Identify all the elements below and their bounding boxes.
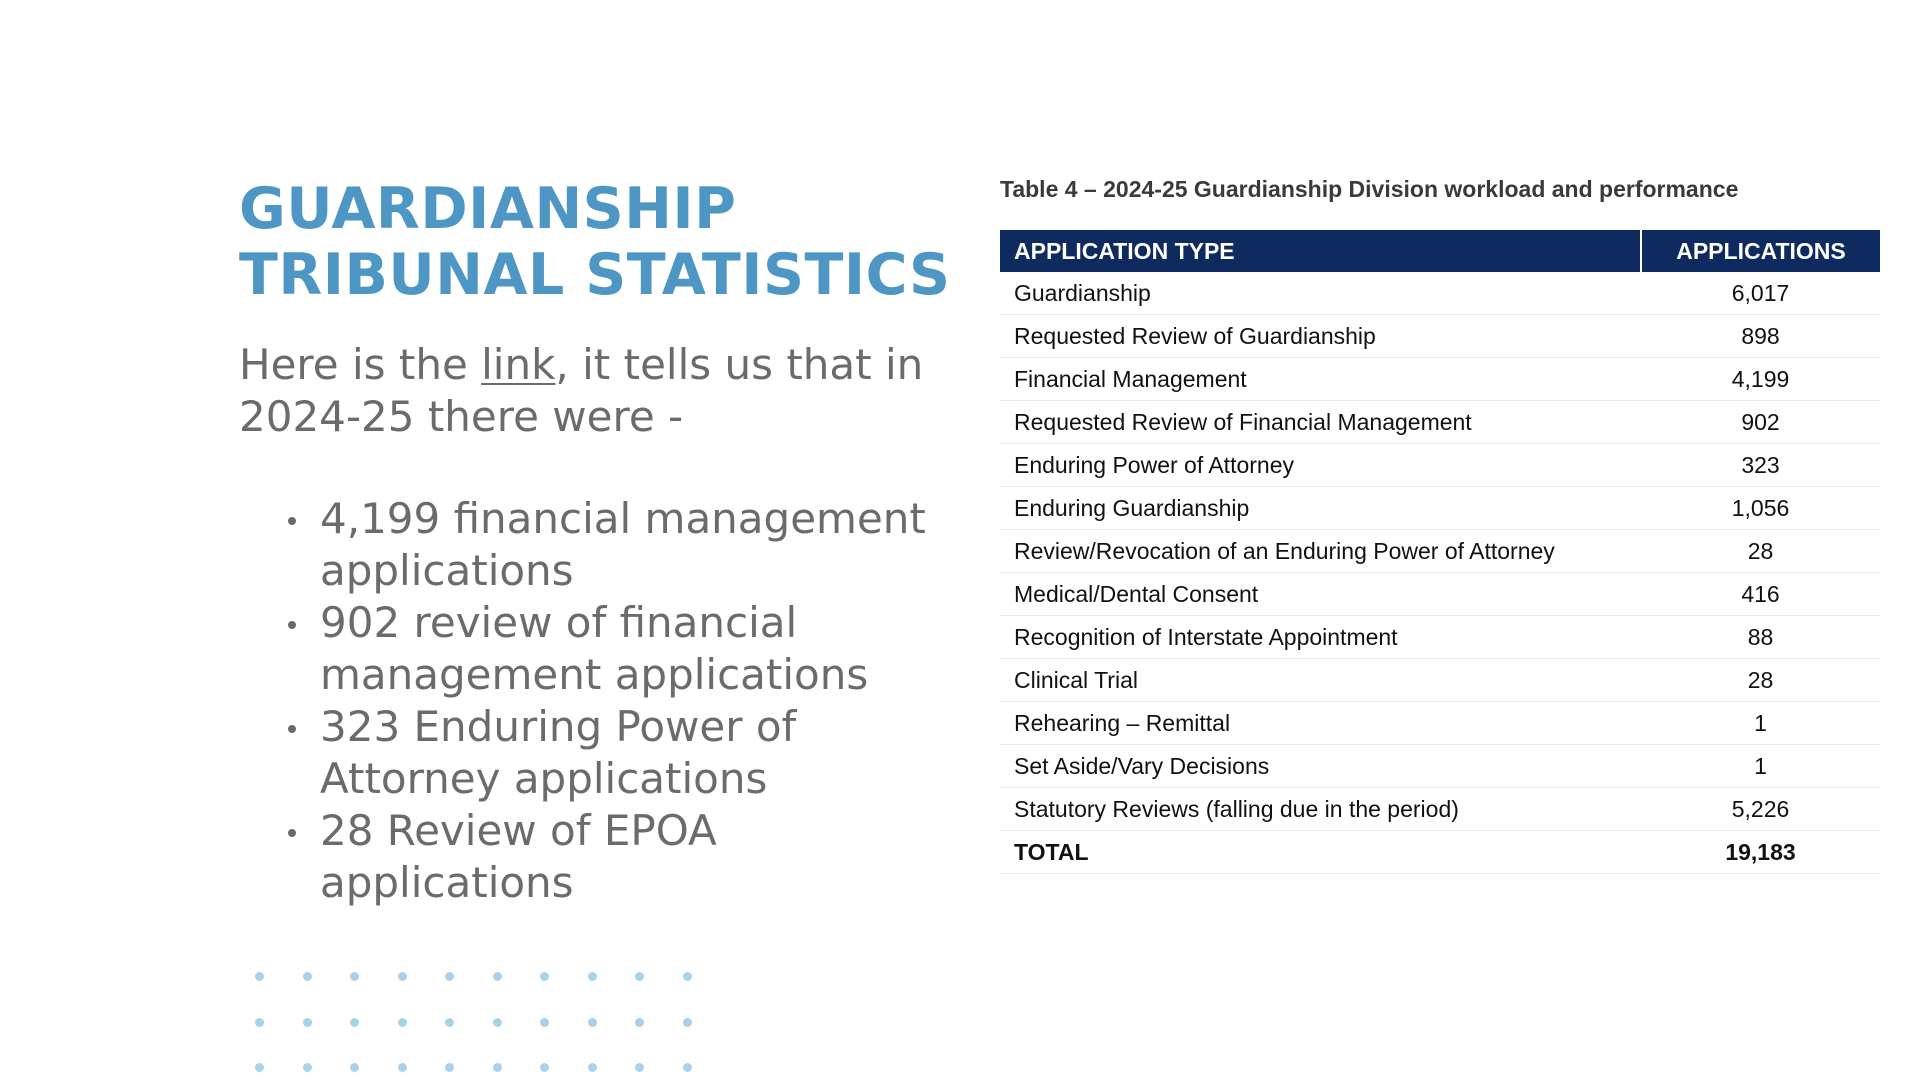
decorative-dot [588,972,597,981]
table-row [1000,401,1880,444]
total-count-cell: 19,183 [1641,831,1880,874]
table-row [1000,444,1880,487]
table-row [1000,573,1880,616]
application-type-cell: Review/Revocation of an Enduring Power of Attorney [1000,530,1641,573]
bullet-item [280,701,940,805]
decorative-dot [683,1063,692,1072]
applications-count-cell: 88 [1641,616,1880,659]
decorative-dot [445,1063,454,1072]
bullet-icon [288,725,296,733]
application-type-cell: Statutory Reviews (falling due in the period) [1000,788,1641,831]
decorative-dot [493,972,502,981]
decorative-dot [350,972,359,981]
applications-count-cell: 4,199 [1641,358,1880,401]
application-type-cell: Rehearing – Remittal [1000,702,1641,745]
decorative-dot [445,972,454,981]
decorative-dot [303,1063,312,1072]
table-header-row [1000,230,1880,272]
column-header-applications: APPLICATIONS [1641,230,1880,272]
bullet-icon [288,829,296,837]
applications-count-cell: 28 [1641,659,1880,702]
application-type-cell: Guardianship [1000,272,1641,315]
decorative-dot [398,1018,407,1027]
total-label-cell: TOTAL [1000,831,1641,874]
decorative-dot [303,972,312,981]
bullet-icon [288,517,296,525]
table-row [1000,358,1880,401]
table-row [1000,530,1880,573]
title-line-2: TRIBUNAL STATISTICS [239,242,951,308]
table-row [1000,702,1880,745]
table-row [1000,487,1880,530]
bullet-item [280,493,940,597]
bullet-text: 323 Enduring Power of Attorney applications [320,702,797,803]
decorative-dot [683,1018,692,1027]
bullet-item [280,597,940,701]
decorative-dot [635,972,644,981]
application-type-cell: Enduring Guardianship [1000,487,1641,530]
table-row [1000,659,1880,702]
bullet-text: 28 Review of EPOA applications [320,806,717,907]
bullet-text: 902 review of financial management applications [320,598,869,699]
intro-text-after-link: , it tells us that in 2024-25 there were - [239,340,924,441]
decorative-dot [398,1063,407,1072]
decorative-dot [588,1063,597,1072]
decorative-dot [445,1018,454,1027]
application-type-cell: Enduring Power of Attorney [1000,444,1641,487]
intro-paragraph [239,339,939,443]
table-row [1000,745,1880,788]
decorative-dot [255,972,264,981]
applications-count-cell: 5,226 [1641,788,1880,831]
bullet-item [280,805,940,909]
applications-count-cell: 1 [1641,745,1880,788]
decorative-dot [493,1063,502,1072]
table-row [1000,788,1880,831]
table-row [1000,616,1880,659]
decorative-dot [398,972,407,981]
decorative-dot [635,1063,644,1072]
source-link[interactable]: link [481,340,556,389]
decorative-dot [540,972,549,981]
decorative-dot [588,1018,597,1027]
applications-count-cell: 898 [1641,315,1880,358]
applications-count-cell: 1 [1641,702,1880,745]
application-type-cell: Financial Management [1000,358,1641,401]
stats-bullet-list [280,493,940,909]
table-total-row [1000,831,1880,874]
applications-count-cell: 902 [1641,401,1880,444]
table-row [1000,315,1880,358]
decorative-dot-pattern [255,972,705,1072]
applications-count-cell: 1,056 [1641,487,1880,530]
bullet-text: 4,199 financial management applications [320,494,926,595]
column-header-application-type: APPLICATION TYPE [1000,230,1641,272]
title-line-1: GUARDIANSHIP [239,176,737,242]
application-type-cell: Requested Review of Financial Management [1000,401,1641,444]
intro-text-before-link: Here is the [239,340,482,389]
decorative-dot [540,1018,549,1027]
application-type-cell: Medical/Dental Consent [1000,573,1641,616]
applications-count-cell: 416 [1641,573,1880,616]
decorative-dot [350,1018,359,1027]
decorative-dot [635,1018,644,1027]
decorative-dot [683,972,692,981]
decorative-dot [255,1063,264,1072]
applications-count-cell: 323 [1641,444,1880,487]
workload-table [1000,230,1880,874]
bullet-icon [288,621,296,629]
applications-count-cell: 6,017 [1641,272,1880,315]
application-type-cell: Requested Review of Guardianship [1000,315,1641,358]
application-type-cell: Clinical Trial [1000,659,1641,702]
table-caption: Table 4 – 2024-25 Guardianship Division workload and performance [1000,176,1739,202]
decorative-dot [255,1018,264,1027]
decorative-dot [303,1018,312,1027]
applications-count-cell: 28 [1641,530,1880,573]
slide-title [239,176,951,308]
application-type-cell: Set Aside/Vary Decisions [1000,745,1641,788]
decorative-dot [540,1063,549,1072]
decorative-dot [493,1018,502,1027]
decorative-dot [350,1063,359,1072]
application-type-cell: Recognition of Interstate Appointment [1000,616,1641,659]
table-row [1000,272,1880,315]
